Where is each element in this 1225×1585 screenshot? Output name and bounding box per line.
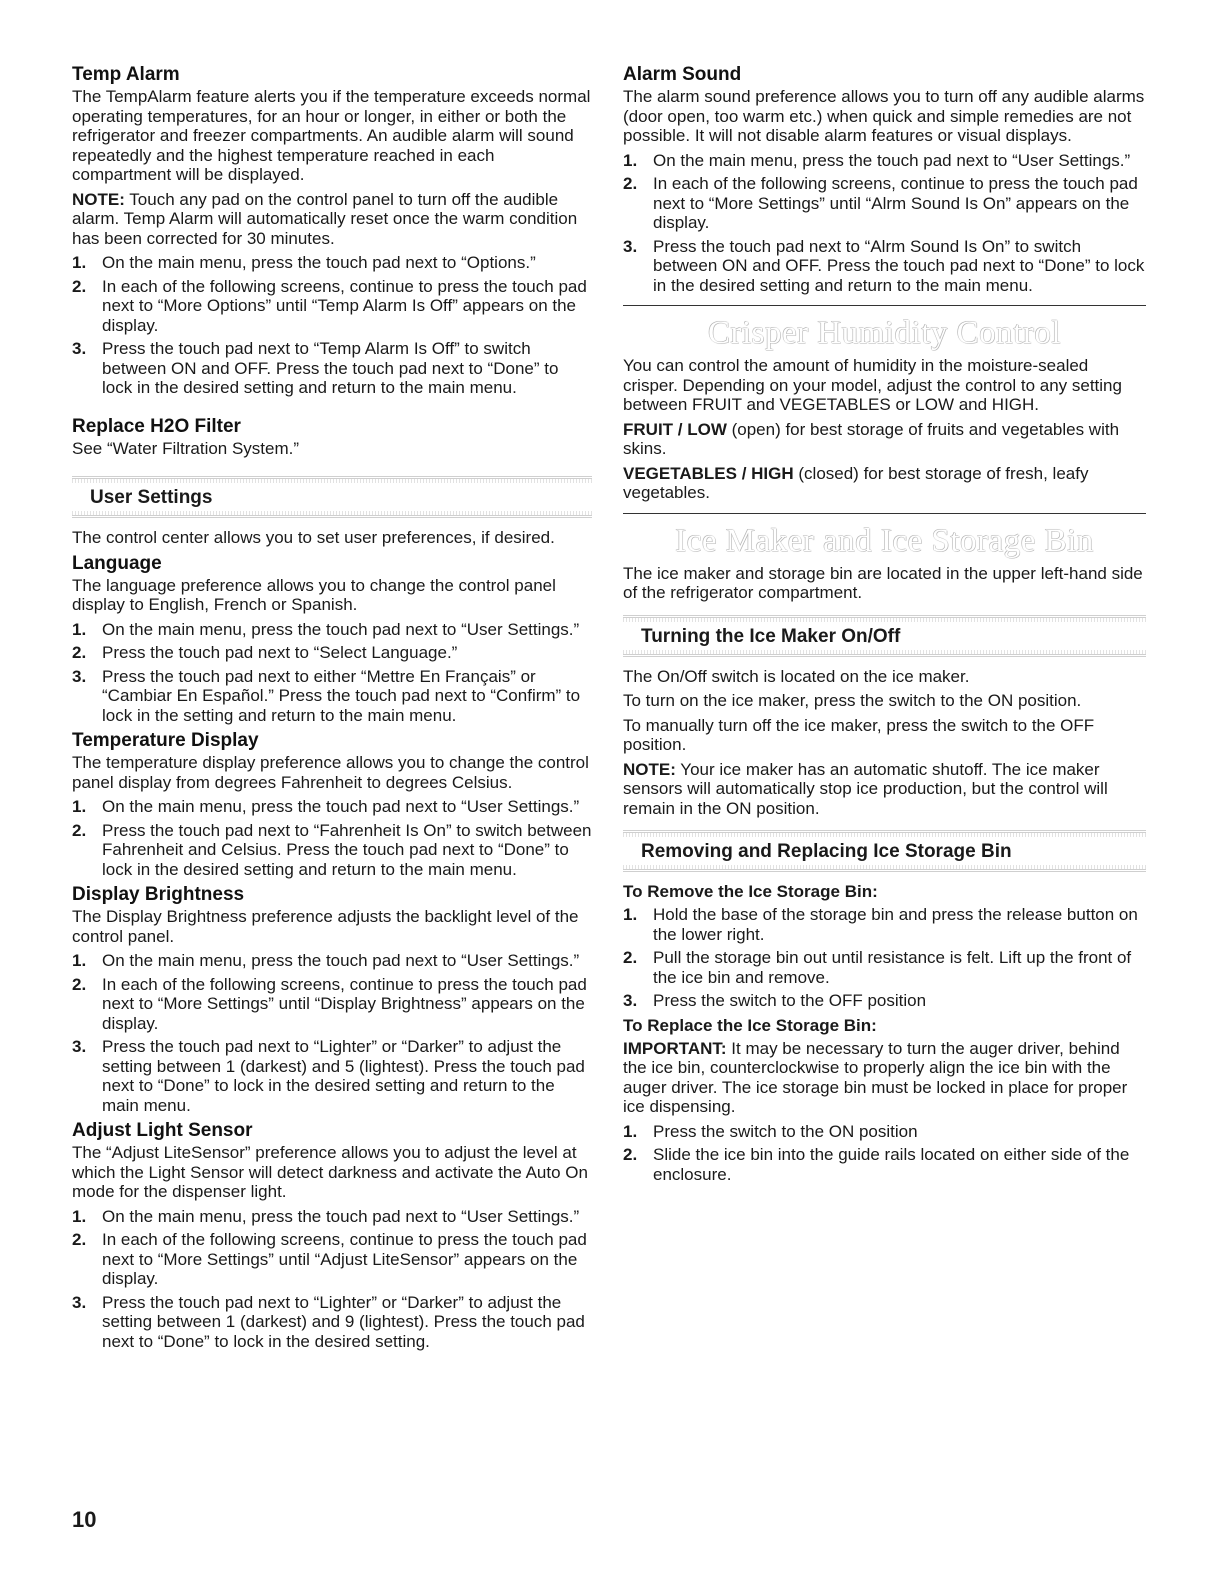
turning-p1: The On/Off switch is located on the ice maker. bbox=[623, 666, 970, 686]
user-settings-bar bbox=[72, 476, 592, 518]
temperature-display-heading: Temperature Display bbox=[72, 730, 259, 751]
important-text: It may be necessary to turn the auger driver, behind the ice bin, counterclockwise to properly align the ice bin with the auger driver. The ice storage bin must be locked in place for proper ice dispensing. bbox=[623, 1038, 1128, 1116]
removing-bin-bar bbox=[623, 830, 1146, 872]
list-item bbox=[72, 339, 592, 398]
note-text: Your ice maker has an automatic shutoff. The ice maker sensors will automatically stop ice production, but the control will remain in the ON position. bbox=[623, 759, 1108, 818]
temperature-display-intro: The temperature display preference allows you to change the control panel display from degrees Fahrenheit to degrees Celsius. bbox=[72, 753, 589, 792]
alarm-sound-section bbox=[623, 64, 1146, 295]
list-item bbox=[72, 951, 592, 971]
list-item bbox=[72, 277, 592, 336]
list-item bbox=[72, 620, 592, 640]
crisper-fruit-setting bbox=[623, 420, 1146, 459]
light-sensor-section bbox=[72, 1120, 592, 1351]
note-label: NOTE: bbox=[72, 189, 125, 209]
list-item bbox=[623, 151, 1146, 171]
step-text: In each of the following screens, continue to press the touch pad next to “More Options” until “Temp Alarm Is Off” appears on the display. bbox=[102, 276, 587, 335]
list-item bbox=[623, 991, 1146, 1011]
step-number: 1. bbox=[72, 797, 87, 816]
page-number: 10 bbox=[72, 1507, 97, 1532]
step-number: 3. bbox=[623, 236, 638, 256]
temp-alarm-steps bbox=[72, 253, 592, 398]
light-sensor-intro: The “Adjust LiteSensor” preference allows you to adjust the level at which the Light Sensor will detect darkness and activate the Auto On mode for the dispenser light. bbox=[72, 1143, 588, 1201]
left-column bbox=[72, 64, 592, 1356]
step-text: On the main menu, press the touch pad next to “User Settings.” bbox=[102, 797, 580, 816]
list-item bbox=[72, 1293, 592, 1352]
step-number: 2. bbox=[623, 174, 638, 193]
step-text: On the main menu, press the touch pad next to “Options.” bbox=[102, 253, 536, 272]
display-brightness-heading: Display Brightness bbox=[72, 884, 245, 905]
step-text: On the main menu, press the touch pad next to “User Settings.” bbox=[102, 619, 580, 639]
right-column bbox=[623, 64, 1146, 1189]
alarm-sound-steps bbox=[623, 151, 1146, 296]
step-text: On the main menu, press the touch pad next to “User Settings.” bbox=[102, 951, 580, 970]
list-item bbox=[72, 1207, 592, 1227]
list-item bbox=[72, 253, 592, 273]
ice-maker-intro: The ice maker and storage bin are located in the upper left-hand side of the refrigerator compartment. bbox=[623, 563, 1143, 602]
temperature-display-steps bbox=[72, 797, 592, 879]
step-text: In each of the following screens, continue to press the touch pad next to “More Settings” until “Adjust LiteSensor” appears on the display. bbox=[102, 1230, 587, 1288]
list-item bbox=[72, 667, 592, 726]
temp-alarm-note bbox=[72, 190, 592, 249]
removing-bin-heading: Removing and Replacing Ice Storage Bin bbox=[641, 841, 1012, 862]
light-sensor-heading: Adjust Light Sensor bbox=[72, 1120, 253, 1141]
step-number: 3. bbox=[72, 1292, 87, 1312]
alarm-sound-heading: Alarm Sound bbox=[623, 64, 742, 85]
language-heading: Language bbox=[72, 552, 162, 574]
display-brightness-intro: The Display Brightness preference adjusts the backlight level of the control panel. bbox=[72, 907, 579, 946]
step-text: In each of the following screens, continue to press the touch pad next to “More Settings” until “Display Brightness” appears on the display. bbox=[102, 974, 587, 1033]
alarm-sound-intro: The alarm sound preference allows you to turn off any audible alarms (door open, too warm etc.) when quick and simple remedies are not possible. It will not disable alarm features or visual displays. bbox=[623, 87, 1145, 145]
list-item bbox=[72, 643, 592, 663]
step-number: 1. bbox=[623, 150, 638, 170]
replace-filter-text: See “Water Filtration System.” bbox=[72, 438, 300, 458]
crisper-veg-setting bbox=[623, 464, 1146, 503]
list-item bbox=[72, 797, 592, 817]
user-settings-intro: The control center allows you to set user preferences, if desired. bbox=[72, 528, 555, 547]
temp-alarm-section bbox=[72, 64, 592, 398]
step-text: On the main menu, press the touch pad next to “User Settings.” bbox=[653, 150, 1131, 170]
section-divider bbox=[623, 305, 1146, 306]
list-item bbox=[72, 1230, 592, 1289]
crisper-section-title: Crisper Humidity Control bbox=[708, 315, 1061, 351]
replace-filter-section bbox=[72, 416, 592, 459]
step-number: 1. bbox=[72, 619, 87, 639]
step-number: 2. bbox=[72, 820, 87, 840]
turning-p2: To turn on the ice maker, press the switch to the ON position. bbox=[623, 691, 1082, 710]
important-label: IMPORTANT: bbox=[623, 1038, 727, 1058]
note-label: NOTE: bbox=[623, 759, 676, 779]
language-section bbox=[72, 553, 592, 726]
step-number: 2. bbox=[72, 1230, 87, 1249]
turning-ice-maker-heading: Turning the Ice Maker On/Off bbox=[641, 625, 901, 647]
display-brightness-section bbox=[72, 884, 592, 1115]
step-number: 1. bbox=[623, 905, 638, 924]
step-number: 3. bbox=[72, 666, 87, 686]
step-number: 1. bbox=[623, 1121, 638, 1141]
fruit-label: FRUIT / LOW bbox=[623, 419, 727, 439]
crisper-intro: You can control the amount of humidity in the moisture-sealed crisper. Depending on your model, adjust the control to any setting between FRUIT and VEGETABLES or LOW and HIGH. bbox=[623, 356, 1122, 414]
language-intro: The language preference allows you to change the control panel display to English, French or Spanish. bbox=[72, 575, 556, 614]
turning-p3: To manually turn off the ice maker, press the switch to the OFF position. bbox=[623, 715, 1095, 754]
list-item bbox=[623, 1145, 1146, 1184]
step-number: 2. bbox=[72, 643, 87, 662]
step-text: Press the touch pad next to “Alrm Sound Is On” to switch between ON and OFF. Press the touch pad next to “Done” to lock in the desired setting and return to the main menu. bbox=[653, 236, 1145, 295]
fruit-text: (open) for best storage of fruits and vegetables with skins. bbox=[623, 419, 1120, 458]
veg-text: (closed) for best storage of fresh, leafy vegetables. bbox=[623, 463, 1089, 502]
replace-bin-subheading: To Replace the Ice Storage Bin: bbox=[623, 1015, 877, 1035]
step-number: 2. bbox=[623, 1145, 638, 1164]
step-number: 2. bbox=[623, 948, 638, 967]
step-text: In each of the following screens, continue to press the touch pad next to “More Settings” until “Alrm Sound Is On” appears on the display. bbox=[653, 174, 1138, 232]
step-text: Pull the storage bin out until resistance is felt. Lift up the front of the ice bin and remove. bbox=[653, 948, 1132, 987]
step-text: Press the touch pad next to “Lighter” or “Darker” to adjust the setting between 1 (darkest) and 5 (lightest). Press the touch pad next to “Done” to lock in the desired setting and return to the main menu. bbox=[102, 1037, 585, 1115]
temp-alarm-heading: Temp Alarm bbox=[72, 64, 180, 85]
step-text: Press the switch to the ON position bbox=[653, 1121, 918, 1141]
language-steps bbox=[72, 620, 592, 726]
list-item bbox=[623, 905, 1146, 944]
list-item bbox=[72, 821, 592, 880]
remove-bin-subheading: To Remove the Ice Storage Bin: bbox=[623, 882, 878, 901]
list-item bbox=[72, 975, 592, 1034]
step-number: 3. bbox=[72, 1037, 87, 1056]
turning-ice-maker-bar bbox=[623, 615, 1146, 657]
step-text: Press the touch pad next to “Select Language.” bbox=[102, 643, 458, 662]
remove-bin-steps bbox=[623, 905, 1146, 1011]
step-text: Press the switch to the OFF position bbox=[653, 991, 927, 1010]
temperature-display-section bbox=[72, 730, 592, 879]
list-item bbox=[623, 1122, 1146, 1142]
important-note bbox=[623, 1039, 1146, 1117]
step-number: 3. bbox=[72, 339, 87, 358]
step-number: 1. bbox=[72, 1206, 87, 1226]
replace-filter-heading: Replace H2O Filter bbox=[72, 415, 241, 437]
step-text: Press the touch pad next to “Temp Alarm Is Off” to switch between ON and OFF. Press the touch pad next to “Done” to lock in the desired setting and return to the main menu. bbox=[102, 339, 559, 397]
section-divider bbox=[623, 513, 1146, 514]
user-settings-heading: User Settings bbox=[90, 487, 213, 508]
list-item bbox=[623, 948, 1146, 987]
step-text: On the main menu, press the touch pad next to “User Settings.” bbox=[102, 1206, 580, 1226]
light-sensor-steps bbox=[72, 1207, 592, 1352]
step-number: 1. bbox=[72, 253, 87, 272]
list-item bbox=[623, 174, 1146, 233]
step-text: Press the touch pad next to “Lighter” or “Darker” to adjust the setting between 1 (darkest) and 9 (lightest). Press the touch pad next to “Done” to lock in the desired setting. bbox=[102, 1292, 585, 1351]
list-item bbox=[623, 237, 1146, 296]
display-brightness-steps bbox=[72, 951, 592, 1115]
step-text: Slide the ice bin into the guide rails located on either side of the enclosure. bbox=[653, 1145, 1130, 1184]
step-number: 2. bbox=[72, 276, 87, 296]
step-number: 2. bbox=[72, 974, 87, 994]
replace-bin-steps bbox=[623, 1122, 1146, 1185]
veg-label: VEGETABLES / HIGH bbox=[623, 463, 794, 483]
turning-note bbox=[623, 760, 1146, 819]
ice-maker-section-title: Ice Maker and Ice Storage Bin bbox=[675, 522, 1094, 559]
note-text: Touch any pad on the control panel to turn off the audible alarm. Temp Alarm will automatically reset once the warm condition has been corrected for 30 minutes. bbox=[72, 189, 578, 248]
step-text: Press the touch pad next to either “Mettre En Français” or “Cambiar En Español.” Press the touch pad next to “Confirm” to lock in the setting and return to the main menu. bbox=[102, 666, 581, 725]
step-text: Press the touch pad next to “Fahrenheit Is On” to switch between Fahrenheit and Celsius. Press the touch pad next to “Done” to lock in the desired setting and return to the main menu. bbox=[102, 820, 592, 879]
step-number: 1. bbox=[72, 951, 87, 970]
list-item bbox=[72, 1037, 592, 1115]
step-text: Hold the base of the storage bin and press the release button on the lower right. bbox=[653, 905, 1138, 944]
step-number: 3. bbox=[623, 991, 638, 1010]
temp-alarm-intro: The TempAlarm feature alerts you if the temperature exceeds normal operating temperatures, for an hour or longer, in either or both the refrigerator and freezer compartments. An audible alarm will sound repeatedly and the highest temperature reached in each compartment will be displayed. bbox=[72, 87, 591, 184]
